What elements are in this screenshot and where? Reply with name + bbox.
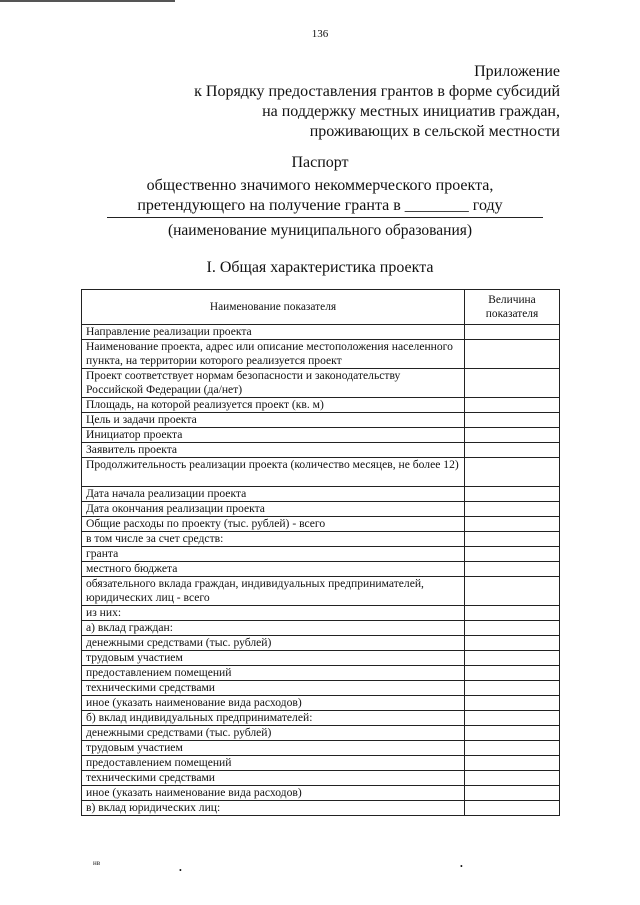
table-row [82, 413, 560, 428]
indicator-name-cell: а) вклад граждан: [82, 621, 465, 636]
indicator-value-cell[interactable] [465, 606, 560, 621]
indicator-name-cell: Наименование проекта, адрес или описание местоположения населенного пункта, на территории которого реализуется проект [82, 340, 465, 369]
indicator-name-cell: техническими средствами [82, 681, 465, 696]
indicator-value-cell[interactable] [465, 711, 560, 726]
indicator-name-cell: Площадь, на которой реализуется проект (кв. м) [82, 398, 465, 413]
table-row [82, 502, 560, 517]
indicator-name-cell: предоставлением помещений [82, 756, 465, 771]
indicator-value-cell[interactable] [465, 651, 560, 666]
page-number: 136 [311, 28, 329, 40]
table-row [82, 651, 560, 666]
indicator-value-cell[interactable] [465, 532, 560, 547]
table-row [82, 681, 560, 696]
table-row [82, 726, 560, 741]
indicator-name-cell: Дата начала реализации проекта [82, 487, 465, 502]
table-row [82, 711, 560, 726]
indicator-name-cell: гранта [82, 547, 465, 562]
scan-speck: • [179, 866, 182, 875]
passport-line-3: претендующего на получение гранта в ________ году [137, 197, 503, 214]
appendix-line-2: к Порядку предоставления грантов в форме субсидий [194, 83, 560, 100]
indicator-name-cell: Направление реализации проекта [82, 325, 465, 340]
indicator-name-cell: в том числе за счет средств: [82, 532, 465, 547]
indicator-value-cell[interactable] [465, 458, 560, 487]
table-row [82, 428, 560, 443]
indicator-value-cell[interactable] [465, 562, 560, 577]
indicator-name-cell: Дата окончания реализации проекта [82, 502, 465, 517]
indicator-name-cell: из них: [82, 606, 465, 621]
indicator-value-cell[interactable] [465, 369, 560, 398]
appendix-line-3: на поддержку местных инициатив граждан, [262, 103, 560, 120]
table-header-row [82, 290, 560, 325]
characteristics-table [81, 289, 560, 816]
table-row [82, 696, 560, 711]
indicator-value-cell[interactable] [465, 547, 560, 562]
table-row [82, 443, 560, 458]
col-header-name: Наименование показателя [82, 290, 465, 325]
indicator-value-cell[interactable] [465, 487, 560, 502]
table-row [82, 517, 560, 532]
indicator-value-cell[interactable] [465, 517, 560, 532]
indicator-name-cell: Проект соответствует нормам безопасности и законодательству Российской Федерации (да/нет) [82, 369, 465, 398]
passport-heading [0, 153, 640, 216]
indicator-name-cell: Заявитель проекта [82, 443, 465, 458]
indicator-value-cell[interactable] [465, 666, 560, 681]
table-row [82, 771, 560, 786]
section-title: I. Общая характеристика проекта [206, 259, 434, 276]
indicator-name-cell: иное (указать наименование вида расходов) [82, 786, 465, 801]
indicator-value-cell[interactable] [465, 502, 560, 517]
indicator-name-cell: б) вклад индивидуальных предпринимателей: [82, 711, 465, 726]
indicator-name-cell: иное (указать наименование вида расходов) [82, 696, 465, 711]
table-row [82, 340, 560, 369]
indicator-value-cell[interactable] [465, 621, 560, 636]
top-edge-line [0, 0, 175, 2]
table-row [82, 756, 560, 771]
indicator-name-cell: техническими средствами [82, 771, 465, 786]
appendix-line-1: Приложение [474, 63, 560, 80]
indicator-value-cell[interactable] [465, 340, 560, 369]
indicator-name-cell: Инициатор проекта [82, 428, 465, 443]
indicator-value-cell[interactable] [465, 726, 560, 741]
indicator-value-cell[interactable] [465, 696, 560, 711]
table-body [82, 325, 560, 816]
passport-line-2: общественно значимого некоммерческого проекта, [146, 177, 494, 194]
indicator-name-cell: Продолжительность реализации проекта (количество месяцев, не более 12) [82, 458, 465, 487]
indicator-value-cell[interactable] [465, 636, 560, 651]
indicator-name-cell: Общие расходы по проекту (тыс. рублей) - всего [82, 517, 465, 532]
indicator-name-cell: в) вклад юридических лиц: [82, 801, 465, 816]
passport-title: Паспорт [291, 154, 349, 171]
indicator-name-cell: денежными средствами (тыс. рублей) [82, 726, 465, 741]
indicator-name-cell: трудовым участием [82, 741, 465, 756]
indicator-name-cell: местного бюджета [82, 562, 465, 577]
indicator-value-cell[interactable] [465, 756, 560, 771]
table-row [82, 577, 560, 606]
table-row [82, 369, 560, 398]
indicator-value-cell[interactable] [465, 413, 560, 428]
table-row [82, 458, 560, 487]
table-row [82, 547, 560, 562]
footer-mark: нв [93, 859, 101, 867]
appendix-header [194, 62, 560, 142]
indicator-name-cell: Цель и задачи проекта [82, 413, 465, 428]
table-row [82, 666, 560, 681]
indicator-value-cell[interactable] [465, 771, 560, 786]
indicator-value-cell[interactable] [465, 741, 560, 756]
indicator-name-cell: трудовым участием [82, 651, 465, 666]
table-row [82, 786, 560, 801]
table-row [82, 487, 560, 502]
indicator-value-cell[interactable] [465, 443, 560, 458]
table-row [82, 636, 560, 651]
indicator-value-cell[interactable] [465, 577, 560, 606]
indicator-value-cell[interactable] [465, 398, 560, 413]
indicator-name-cell: обязательного вклада граждан, индивидуальных предпринимателей, юридических лиц - всего [82, 577, 465, 606]
table-row [82, 325, 560, 340]
appendix-line-4: проживающих в сельской местности [309, 123, 560, 140]
municipality-caption: (наименование муниципального образования) [167, 222, 473, 239]
indicator-name-cell: денежными средствами (тыс. рублей) [82, 636, 465, 651]
municipality-name-line [107, 217, 543, 218]
table-row [82, 606, 560, 621]
scan-speck: • [460, 862, 463, 871]
table-row [82, 801, 560, 816]
table-row [82, 621, 560, 636]
table-row [82, 562, 560, 577]
table-row [82, 398, 560, 413]
indicator-value-cell[interactable] [465, 428, 560, 443]
indicator-value-cell[interactable] [465, 801, 560, 816]
indicator-value-cell[interactable] [465, 325, 560, 340]
indicator-value-cell[interactable] [465, 786, 560, 801]
table-row [82, 532, 560, 547]
indicator-name-cell: предоставлением помещений [82, 666, 465, 681]
indicator-value-cell[interactable] [465, 681, 560, 696]
col-header-value: Величина показателя [465, 290, 560, 325]
table-row [82, 741, 560, 756]
